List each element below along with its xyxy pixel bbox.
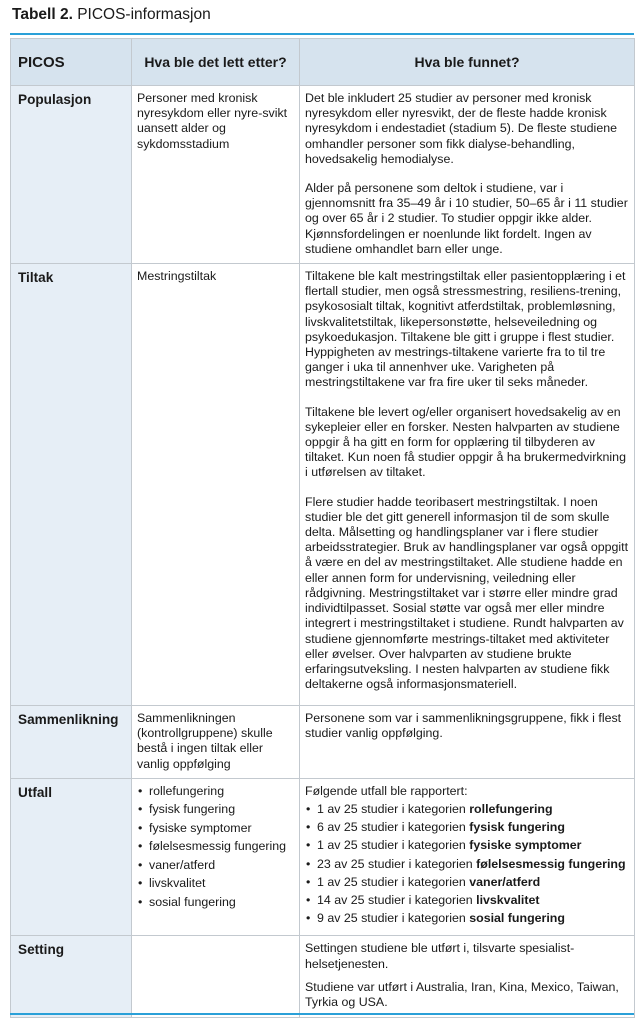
- table-caption: [12, 6, 211, 24]
- searched-populasjon: Personer med kronisk nyresykdom eller nyre-svikt uansett alder og sykdomsstadium: [132, 86, 300, 264]
- top-rule: [10, 33, 634, 35]
- outcome-count: 23 av 25 studier i kategorien: [317, 856, 477, 871]
- list-item: • vaner/atferd: [137, 858, 294, 873]
- header-found: Hva ble funnet?: [300, 39, 635, 86]
- found-setting: [300, 936, 635, 1018]
- found-paragraph: Tiltakene ble levert og/eller organisert hovedsakelig av en sykepleier eller en forsker. Nesten halvparten av studiene oppgir å ha gitt en form for opplæring til tilbyderen av tiltaket. Kun noen få studier oppgir å ha brukermedvirkning i utførelsen av tiltaket.: [305, 404, 626, 480]
- list-item: [305, 838, 629, 853]
- list-item: • sosial fungering: [137, 895, 294, 910]
- searched-sammenlikning: Sammenlikningen (kontrollgruppene) skulle bestå i ingen tiltak eller vanlig oppfølging: [132, 706, 300, 779]
- outcome-category: sosial fungering: [469, 911, 565, 926]
- row-label-setting: Setting: [11, 936, 132, 1018]
- found-intro: Følgende utfall ble rapportert:: [305, 783, 468, 798]
- caption-label: Tabell 2.: [12, 6, 73, 23]
- list-item: [305, 875, 629, 890]
- found-paragraph: Flere studier hadde teoribasert mestringstiltak. I noen studier ble det gitt generell informasjon til de som skulle delta. Målsetting og handlingsplaner var i flere studier arbeidsstrategier. Bruk av handlingsplaner var også oppgitt å være en del av mestringstiltaket. Alle studiene hadde en eller annen form for undervisning, veiledning eller rådgivning. Mestringstiltaket var i større eller mindre grad individtilpasset. Sosial støtte var også mer eller mindre integrert i mestringstiltaket i studiene. Rundt halvparten av studiene gjennomførte mestrings-tiltaket med aktiviteter eller øvelser. Over halvparten av studiene brukte erfaringsutveksling. I nesten halvparten av studiene fikk deltakerne også informasjonsmateriell.: [305, 494, 629, 692]
- found-outcome-list: [305, 802, 629, 926]
- found-paragraph: Tiltakene ble kalt mestringstiltak eller pasientopplæring i et flertall studier, men også stressmestring, resiliens-trening, psykososialt tiltak, kognitivt atferdstiltak, problemløsning, livskvalitetstiltak, likepersonstøtte, helseveiledning og psykoedukasjon. Tiltakene ble gitt i gruppe i flest studier. Hyppigheten av mestrings-tiltakene varierte fra to til tre ganger i uka til annenhver uke. Varigheten på mestringstiltakene var fra fire uker til seks måneder.: [305, 269, 626, 390]
- bottom-rule: [10, 1013, 634, 1015]
- list-item: [305, 857, 629, 872]
- list-item: [305, 911, 629, 926]
- searched-setting: [132, 936, 300, 1018]
- row-sammenlikning: [11, 706, 635, 779]
- outcome-count: 1 av 25 studier i kategorien: [317, 802, 470, 817]
- row-label-utfall: Utfall: [11, 778, 132, 936]
- list-item: • fysisk fungering: [137, 802, 294, 817]
- found-paragraph: Settingen studiene ble utført i, tilsvarte spesialist-helsetjenesten.: [305, 941, 575, 971]
- outcome-category: rollefungering: [469, 802, 553, 817]
- outcome-category: livskvalitet: [476, 893, 540, 908]
- header-row: [11, 39, 635, 86]
- searched-utfall: [132, 778, 300, 936]
- list-item: [305, 893, 629, 908]
- row-setting: [11, 936, 635, 1018]
- outcome-category: fysisk fungering: [469, 820, 565, 835]
- header-picos: PICOS: [11, 39, 132, 86]
- found-paragraph: Alder på personene som deltok i studiene, var i gjennomsnitt fra 35–49 år i 10 studier, 50–65 år i 11 studier og over 65 år i 2 studier. To studier oppgir ikke alder. Kjønnsfordelingen er noenlunde likt fordelt. Ingen av studiene omhandlet barn eller unge.: [305, 181, 628, 256]
- list-item: • rollefungering: [137, 784, 294, 799]
- outcome-count: 14 av 25 studier i kategorien: [317, 893, 477, 908]
- found-utfall: [300, 778, 635, 936]
- list-item: • livskvalitet: [137, 876, 294, 891]
- picos-table: [10, 38, 635, 1018]
- row-label-tiltak: Tiltak: [11, 264, 132, 706]
- outcome-category: vaner/atferd: [469, 874, 541, 889]
- row-label-populasjon: Populasjon: [11, 86, 132, 264]
- found-populasjon: [300, 86, 635, 264]
- found-sammenlikning: Personene som var i sammenlikningsgruppene, fikk i flest studier vanlig oppfølging.: [300, 706, 635, 779]
- outcome-count: 1 av 25 studier i kategorien: [317, 874, 470, 889]
- found-paragraph: Studiene var utført i Australia, Iran, Kina, Mexico, Taiwan, Tyrkia og USA.: [305, 979, 619, 1010]
- row-tiltak: [11, 264, 635, 706]
- outcome-category: fysiske symptomer: [469, 838, 582, 853]
- list-item: [305, 802, 629, 817]
- outcome-count: 6 av 25 studier i kategorien: [317, 820, 470, 835]
- caption-text: PICOS-informasjon: [77, 6, 211, 23]
- row-label-sammenlikning: Sammenlikning: [11, 706, 132, 779]
- list-item: [305, 820, 629, 835]
- searched-tiltak: Mestringstiltak: [132, 264, 300, 706]
- found-tiltak: [300, 264, 635, 706]
- row-utfall: [11, 778, 635, 936]
- outcome-category: følelsesmessig fungering: [476, 856, 626, 871]
- searched-outcome-list: [137, 784, 294, 910]
- list-item: • følelsesmessig fungering: [137, 839, 294, 854]
- header-searched: Hva ble det lett etter?: [132, 39, 300, 86]
- outcome-count: 9 av 25 studier i kategorien: [317, 911, 470, 926]
- row-populasjon: [11, 86, 635, 264]
- outcome-count: 1 av 25 studier i kategorien: [317, 838, 470, 853]
- found-paragraph: Det ble inkludert 25 studier av personer med kronisk nyresykdom eller nyresvikt, der de fleste hadde kronisk nyresykdom i endestadiet (stadium 5). De fleste studiene omhandler personer som fikk dialyse-behandling, hovedsakelig hemodialyse.: [305, 91, 617, 166]
- list-item: • fysiske symptomer: [137, 821, 294, 836]
